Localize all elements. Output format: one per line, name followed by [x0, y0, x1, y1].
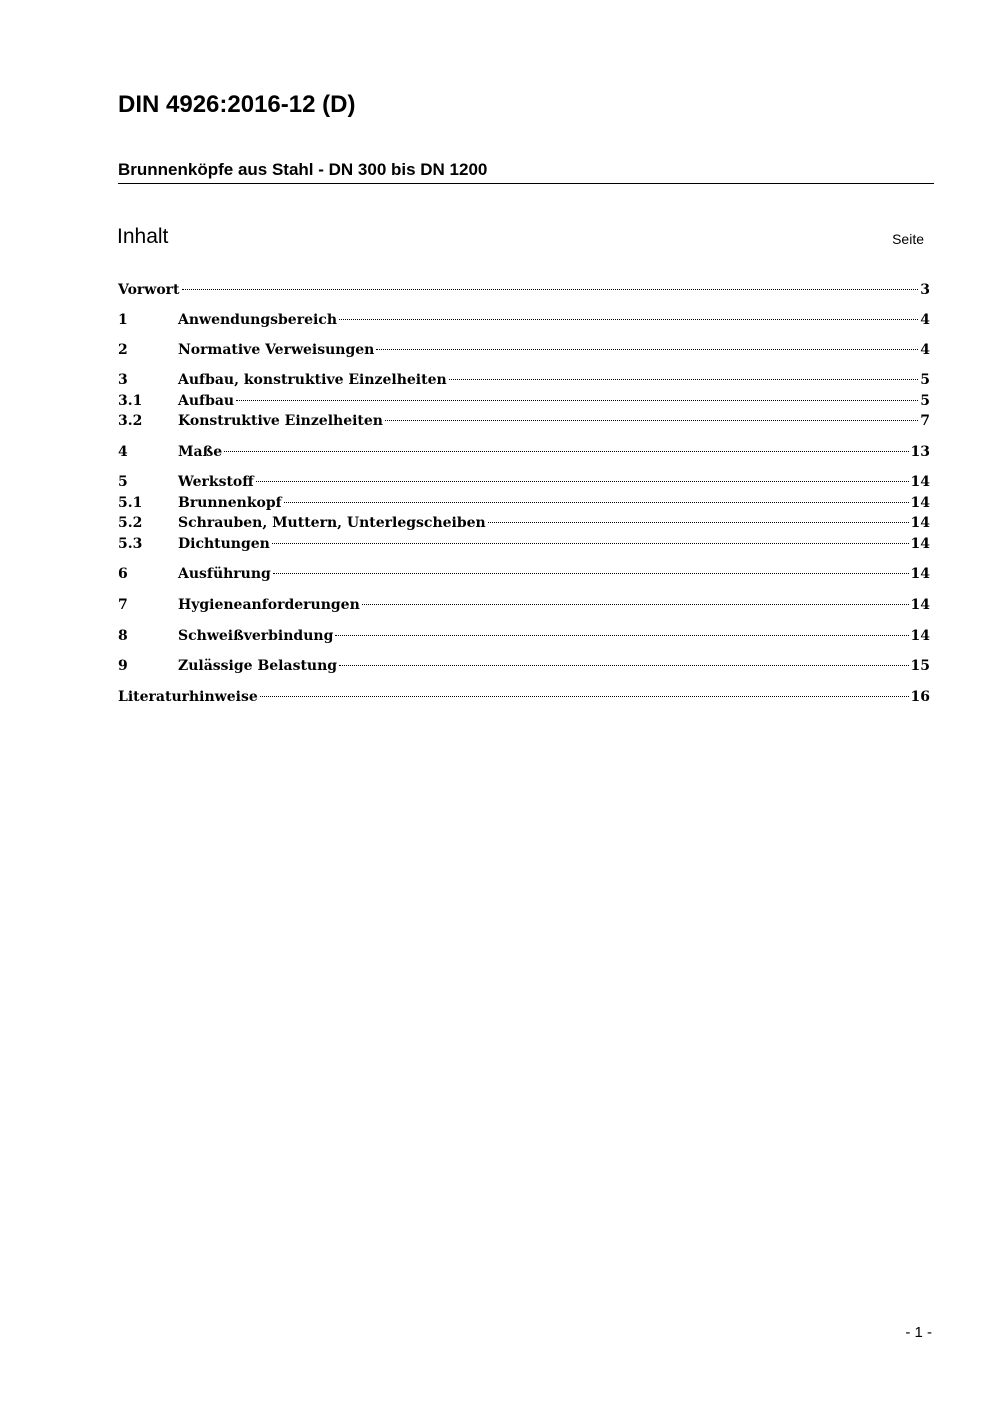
toc-entry-number: 4 — [118, 444, 128, 460]
toc-entry-title: Brunnenkopf — [178, 495, 282, 511]
toc-dot-leader — [260, 696, 909, 697]
toc-dot-leader — [284, 502, 909, 503]
toc-entry-number: 9 — [118, 658, 128, 674]
toc-entry-number: 3.1 — [118, 393, 143, 409]
toc-dot-leader — [224, 451, 908, 452]
toc-entry-number: 8 — [118, 628, 128, 644]
toc-entry-page: 14 — [910, 515, 930, 531]
toc-page-column-label: Seite — [892, 231, 924, 247]
toc-entry-title: Maße — [178, 444, 223, 460]
toc-entry-page: 5 — [920, 393, 930, 409]
toc-dot-leader — [339, 319, 918, 320]
toc-entry-number: 3.2 — [118, 413, 143, 429]
toc-entry-page: 14 — [910, 566, 930, 582]
toc-dot-leader — [362, 604, 909, 605]
toc-entry-title: Schrauben, Muttern, Unterlegscheiben — [178, 515, 486, 531]
toc-dot-leader — [376, 349, 918, 350]
toc-entry-vorwort[interactable] — [118, 280, 930, 300]
toc-entry-page: 7 — [920, 413, 930, 429]
toc-entry-1[interactable] — [118, 310, 930, 330]
toc-entry-number: 7 — [118, 597, 128, 613]
toc-entry-number: 5.3 — [118, 536, 143, 552]
toc-dot-leader — [339, 665, 908, 666]
toc-dot-leader — [449, 379, 919, 380]
toc-entry-title: Literaturhinweise — [118, 689, 258, 705]
toc-entry-page: 14 — [910, 495, 930, 511]
toc-heading: Inhalt — [117, 225, 169, 248]
toc-entry-5-1[interactable] — [118, 493, 930, 513]
toc-dot-leader — [256, 481, 909, 482]
toc-entry-title: Schweißverbindung — [178, 628, 334, 644]
toc-entry-literaturhinweise[interactable] — [118, 687, 930, 707]
toc-entry-title: Ausführung — [178, 566, 271, 582]
toc-entry-number: 5.2 — [118, 515, 143, 531]
toc-entry-number: 3 — [118, 372, 128, 388]
toc-entry-number: 2 — [118, 342, 128, 358]
toc-entry-title: Anwendungsbereich — [178, 312, 337, 328]
toc-entry-title: Aufbau — [178, 393, 235, 409]
toc-entry-page: 4 — [920, 342, 930, 358]
toc-dot-leader — [182, 289, 919, 290]
page-number: - 1 - — [905, 1324, 932, 1341]
toc-entry-title: Normative Verweisungen — [178, 342, 375, 358]
toc-entry-number: 1 — [118, 312, 128, 328]
toc-entry-page: 14 — [910, 474, 930, 490]
toc-entry-title: Werkstoff — [178, 474, 254, 490]
toc-dot-leader — [273, 573, 909, 574]
toc-entry-page: 13 — [910, 444, 930, 460]
toc-entry-page: 16 — [910, 689, 930, 705]
toc-entry-2[interactable] — [118, 340, 930, 360]
toc-entry-3-1[interactable] — [118, 391, 930, 411]
toc-entry-page: 14 — [910, 628, 930, 644]
toc-dot-leader — [488, 522, 909, 523]
toc-entry-page: 5 — [920, 372, 930, 388]
toc-entry-5[interactable] — [118, 472, 930, 492]
toc-entry-6[interactable] — [118, 564, 930, 584]
toc-entry-8[interactable] — [118, 626, 930, 646]
toc-entry-title: Vorwort — [118, 282, 180, 298]
toc-entry-3-2[interactable] — [118, 411, 930, 431]
toc-entry-7[interactable] — [118, 595, 930, 615]
toc-entry-title: Zulässige Belastung — [178, 658, 338, 674]
toc-dot-leader — [335, 635, 908, 636]
toc-entry-5-3[interactable] — [118, 534, 930, 554]
toc-entry-3[interactable] — [118, 370, 930, 390]
toc-entry-title: Dichtungen — [178, 536, 270, 552]
toc-dot-leader — [385, 420, 918, 421]
toc-entry-4[interactable] — [118, 442, 930, 462]
toc-entry-5-2[interactable] — [118, 513, 930, 533]
toc-entry-page: 14 — [910, 536, 930, 552]
toc-entry-page: 15 — [910, 658, 930, 674]
toc-entry-page: 3 — [920, 282, 930, 298]
toc-dot-leader — [272, 543, 909, 544]
document-title: DIN 4926:2016-12 (D) — [118, 91, 356, 118]
toc-entry-number: 6 — [118, 566, 128, 582]
toc-entry-title: Konstruktive Einzelheiten — [178, 413, 383, 429]
toc-entry-title: Aufbau, konstruktive Einzelheiten — [178, 372, 447, 388]
toc-dot-leader — [236, 400, 918, 401]
toc-entry-page: 14 — [910, 597, 930, 613]
toc-entry-page: 4 — [920, 312, 930, 328]
toc-entry-title: Hygieneanforderungen — [178, 597, 360, 613]
document-subtitle: Brunnenköpfe aus Stahl - DN 300 bis DN 1200 — [118, 158, 934, 184]
toc-entry-number: 5 — [118, 474, 128, 490]
toc-entry-9[interactable] — [118, 656, 930, 676]
toc-entry-number: 5.1 — [118, 495, 143, 511]
